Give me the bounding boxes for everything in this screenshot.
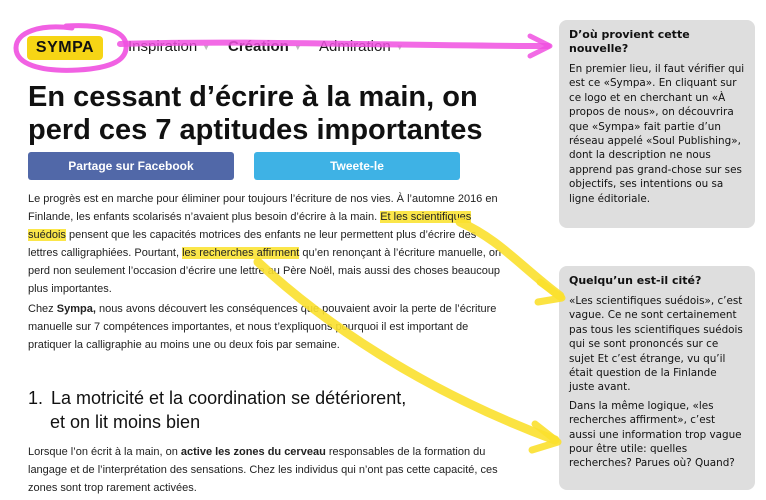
note-card-source-title: D’où provient cette nouvelle? [569,28,690,55]
nav-inspiration[interactable] [128,38,210,55]
chevron-down-icon: ▼ [202,42,211,52]
bold-brain-zones: active les zones du cerveau [180,446,326,458]
paragraph-motricity [28,443,508,497]
sympa-logo[interactable]: SYMPA [27,36,103,60]
highlight-swedish-scientists: Et les scientifiques suédois [28,211,472,241]
note-card-citation [559,266,755,490]
paragraph-text: qu’en renonçant à l’écriture manuelle, on perd non seulement l’occasion d’écrire une lettre au Père Noël, mais aussi des choses beaucoup plus importantes. [28,247,502,295]
section-heading [28,386,428,434]
nav-admiration[interactable] [319,38,404,55]
section-title-line1: La motricité et la coordination se détériorent, [51,388,407,408]
note-card-citation-title: Quelqu’un est-il cité? [569,274,702,287]
yellow-arrowhead [532,424,558,450]
nav-creation-label: Création [228,38,289,55]
share-twitter-button[interactable]: Tweete-le [254,152,460,180]
paragraph-text: Lorsque l’on écrit à la main, on [28,446,178,458]
paragraph-text: pensent que les capacités motrices des enfants ne leur permettent plus d’écrire des lettres calligraphiées. Pourtant, [28,229,477,259]
section-number: 1. [28,388,44,408]
note-card-citation-body2: Dans la même logique, «les recherches affirment», c’est aussi une information trop vague pour être utile: quelles recherches? Parues où? Quand? [569,399,742,470]
share-facebook-button[interactable]: Partage sur Facebook [28,152,234,180]
nav-admiration-label: Admiration [319,38,391,55]
paragraph-text: nous avons découvert les conséquences que pouvaient avoir la perte de l’écriture manuelle sur 7 compétences importantes, et nous t’expliquons pourquoi il est important de pratiquer la calligraphie au moins une ou deux fois par semaine. [28,303,497,351]
bold-sympa: Sympa, [56,303,96,315]
paragraph-text: responsables de la formation du langage et de l’interprétation des sensations. Chez les individus qui n’ont pas cette capacité, ces zones sont trop rarement activées. [28,446,498,494]
nav-creation[interactable] [228,38,302,55]
paragraph-text: Chez [28,303,54,315]
paragraph-sympa [28,300,508,354]
paragraph-text: Le progrès est en marche pour éliminer pour toujours l’écriture de nos vies. À l’automne 2016 en Finlande, les enfants scolarisés n’avaient plus besoin d’écrire à la main. [28,193,498,223]
article-title: En cessant d’écrire à la main, on perd ces 7 aptitudes importantes [28,81,483,146]
chevron-down-icon: ▼ [293,42,302,52]
note-card-source-body: En premier lieu, il faut vérifier qui est ce «Sympa». En cliquant sur ce logo et en cherchant un «À propos de nous», on découvrira que «Sympa» fait partie d’un réseau appelé «Soul Publishing», dont la description ne nous apprend pas grand-chose sur ses objectifs, ses intentions ou sa ligne éditoriale. [569,63,745,205]
nav-inspiration-label: Inspiration [128,38,198,55]
magenta-arrowhead [530,36,550,56]
paragraph-intro [28,190,508,298]
note-card-citation-body1: «Les scientifiques suédois», c’est vague. Ce ne sont certainement pas tous les scientifiques suédois qui se sont prononcés sur ce sujet Et c’est étrange, vu qu’il était question de la Finlande juste avant. [569,295,743,394]
highlight-research-claims: les recherches affirment [182,247,300,259]
note-card-source [559,20,755,228]
chevron-down-icon: ▼ [395,42,404,52]
section-title-line2: et on lit moins bien [50,412,201,432]
